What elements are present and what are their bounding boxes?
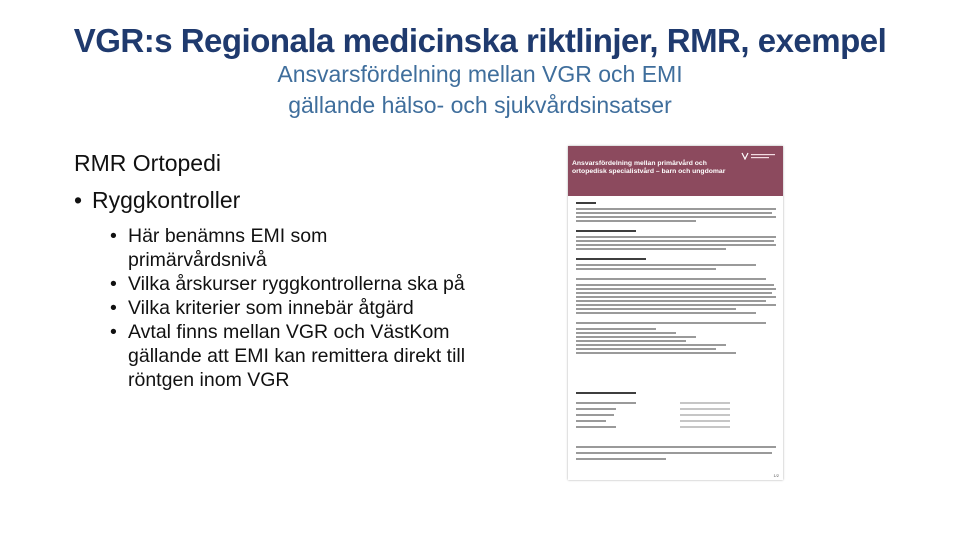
document-text-line: [576, 236, 776, 238]
document-text-line: [576, 458, 666, 460]
document-thumbnail: [568, 146, 783, 480]
bullet-glyph: •: [74, 187, 83, 213]
document-text-line: [576, 446, 776, 448]
document-text-line: [576, 264, 756, 266]
document-text-line: [576, 352, 736, 354]
document-text-line: [576, 322, 766, 324]
document-text-line: [576, 296, 776, 298]
document-text-line: [576, 402, 636, 404]
document-text-line: [576, 258, 646, 260]
document-text-line: [576, 304, 776, 306]
document-text-line: [576, 300, 766, 302]
document-text-line: [576, 392, 636, 394]
bullet-label: Ryggkontroller: [92, 187, 241, 213]
document-text-line: [576, 208, 776, 210]
document-text-line: [576, 414, 614, 416]
document-table-cell: [680, 420, 730, 422]
document-page-number: 1/2: [773, 473, 779, 478]
document-text-line: [576, 452, 772, 454]
sub-bullet-list: [110, 224, 470, 392]
document-text-line: [576, 332, 676, 334]
sub-bullet-item: • Vilka årskurser ryggkontrollerna ska på: [110, 272, 470, 296]
document-text-line: [576, 216, 776, 218]
document-table-cell: [680, 414, 730, 416]
sub-bullet-item: • Avtal finns mellan VGR och VästKom gällande att EMI kan remittera direkt till röntgen inom VGR: [110, 320, 470, 392]
document-text-line: [576, 244, 776, 246]
document-table-cell: [680, 408, 730, 410]
document-text-line: [576, 336, 696, 338]
document-text-line: [576, 426, 616, 428]
document-text-line: [576, 268, 716, 270]
document-text-line: [576, 240, 774, 242]
document-text-line: [576, 312, 756, 314]
document-text-line: [576, 308, 736, 310]
document-text-line: [576, 420, 606, 422]
document-text-line: [576, 220, 696, 222]
document-text-line: [576, 212, 772, 214]
vgr-logo-icon: [741, 152, 777, 160]
document-table-cell: [680, 402, 730, 404]
document-text-line: [576, 344, 726, 346]
slide-title: VGR:s Regionala medicinska riktlinjer, RMR, exempel: [73, 22, 887, 59]
document-table-cell: [680, 426, 730, 428]
bullet-item: [74, 187, 240, 214]
document-text-line: [576, 348, 716, 350]
document-text-line: [576, 284, 774, 286]
slide-subtitle-line-2: gällande hälso- och sjukvårdsinsatser: [288, 92, 672, 118]
section-heading: RMR Ortopedi: [74, 150, 221, 176]
sub-bullet-item: • Här benämns EMI som primärvårdsnivå: [110, 224, 470, 272]
document-text-line: [576, 202, 596, 204]
document-banner: [568, 146, 783, 196]
document-text-line: [576, 340, 686, 342]
document-text-line: [576, 288, 776, 290]
document-text-line: [576, 292, 772, 294]
document-text-line: [576, 408, 616, 410]
document-heading: Ansvarsfördelning mellan primärvård och ortopedisk specialistvård – barn och ungdomar: [572, 160, 726, 175]
document-text-line: [576, 328, 656, 330]
sub-bullet-item: • Vilka kriterier som innebär åtgärd: [110, 296, 470, 320]
slide-subtitle-line-1: Ansvarsfördelning mellan VGR och EMI: [277, 61, 683, 87]
document-text-line: [576, 230, 636, 232]
document-text-line: [576, 248, 726, 250]
document-text-line: [576, 278, 766, 280]
